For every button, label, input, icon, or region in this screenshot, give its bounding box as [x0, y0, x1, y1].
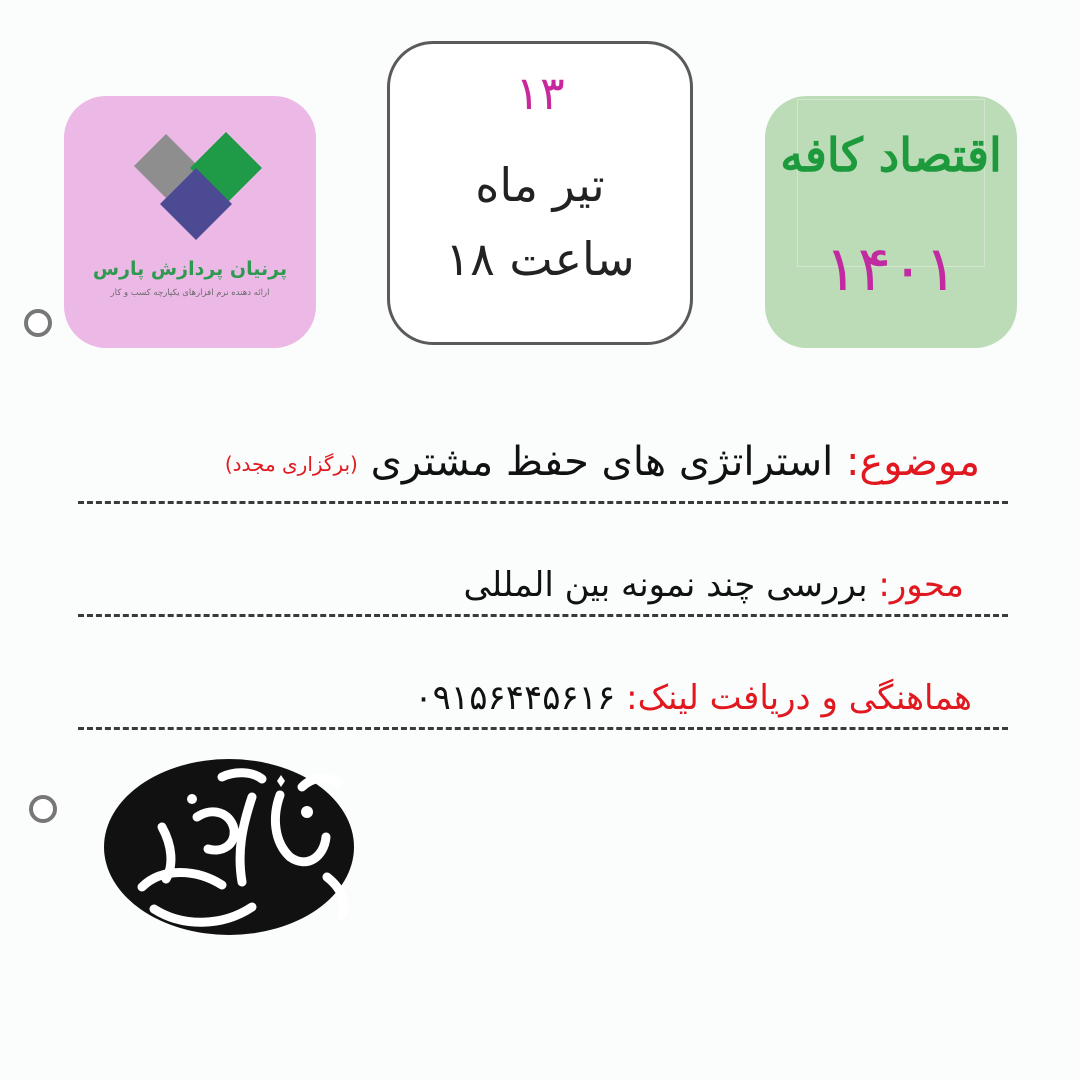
contact-row [78, 678, 1008, 730]
date-day: ۱۳ [515, 66, 565, 120]
topic-text: استراتژی های حفظ مشتری [370, 439, 834, 485]
axis-text: بررسی چند نمونه بین المللی [463, 565, 868, 605]
axis-row [78, 565, 1008, 617]
dashed-divider [78, 501, 1008, 504]
brand-name: پرنیان پردازش پارس [92, 258, 288, 280]
topic-note: (برگزاری مجدد) [224, 452, 358, 476]
calligraphy-oval-icon [102, 757, 356, 937]
axis-label: محور: [878, 565, 964, 605]
contact-phone[interactable]: ۰۹۱۵۶۴۴۵۶۱۶ [414, 678, 616, 718]
calligraphy-logo [102, 757, 356, 937]
date-time: ساعت ۱۸ [445, 232, 635, 286]
date-box [387, 41, 693, 345]
topic-row [78, 438, 1008, 504]
ring-hole-bottom [29, 795, 57, 823]
date-month: تیر ماه [475, 158, 605, 212]
tile-title: اقتصاد کافه [780, 128, 1002, 182]
diamond-logo-icon [64, 96, 316, 348]
dashed-divider [78, 727, 1008, 730]
topic-label: موضوع: [845, 439, 980, 485]
right-logo-tile [765, 96, 1017, 348]
tile-number: ۱۴۰۱ [824, 232, 958, 305]
dashed-divider [78, 614, 1008, 617]
brand-tagline: ارائه دهنده نرم افزارهای یکپارچه کسب و کار [110, 288, 270, 298]
left-logo-tile [64, 96, 316, 348]
contact-label: هماهنگی و دریافت لینک: [626, 678, 972, 718]
ring-hole-top [24, 309, 52, 337]
